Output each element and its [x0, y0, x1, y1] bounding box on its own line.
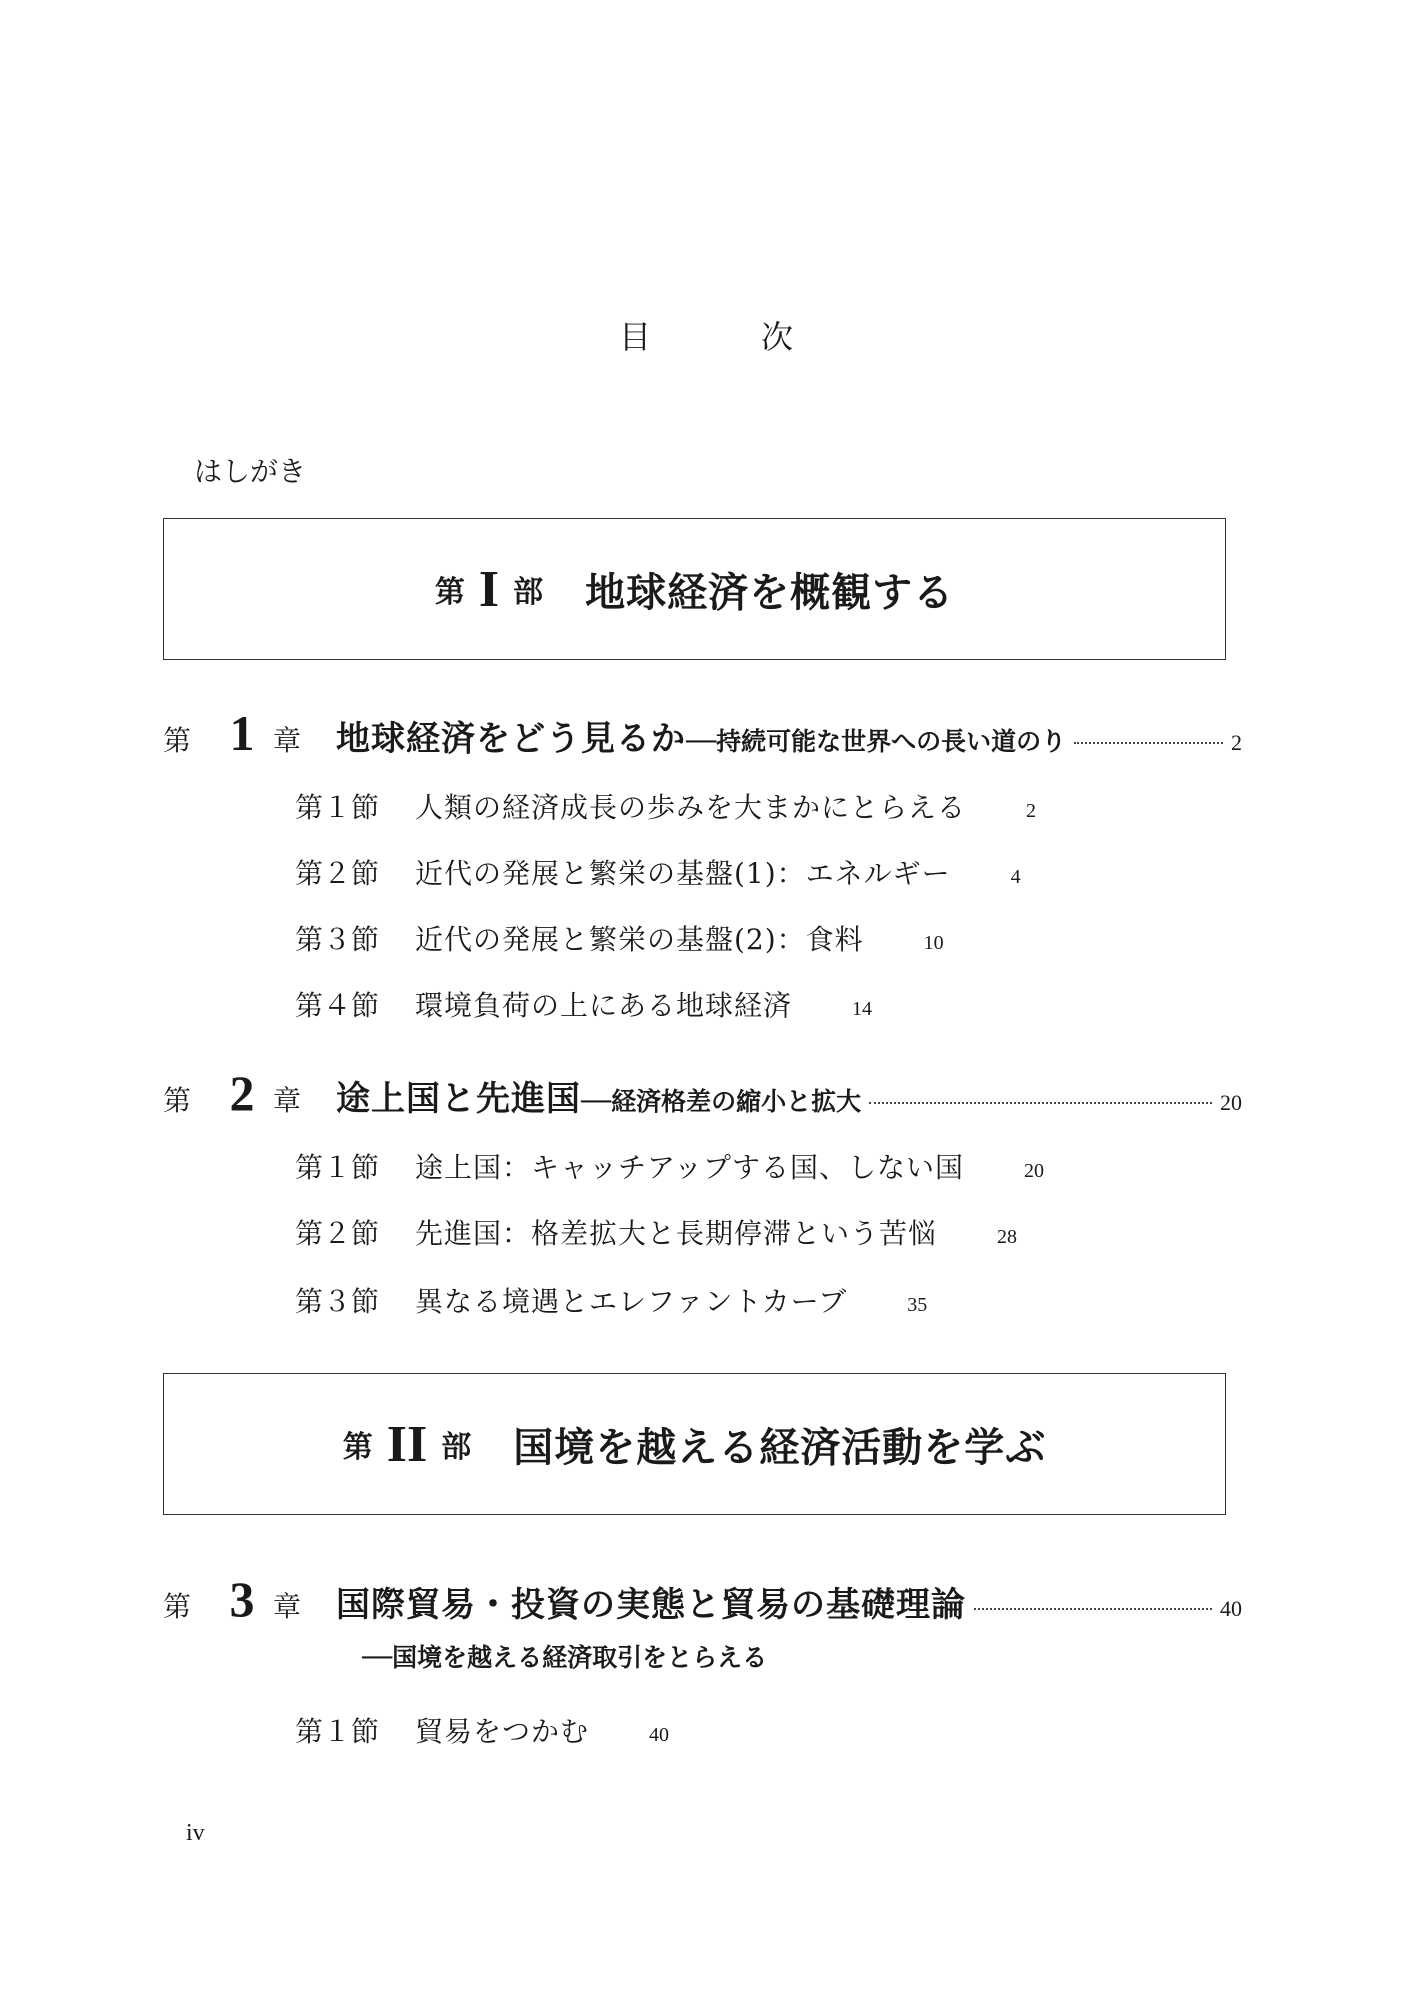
chapter-suffix: 章: [273, 1590, 302, 1623]
section-title: 環境負荷の上にある地球経済: [415, 989, 793, 1022]
section-1-1[interactable]: [295, 786, 1036, 826]
section-title: 異なる境遇とエレファントカーブ: [415, 1285, 848, 1318]
section-label: 第２節: [295, 1217, 380, 1250]
chapter-suffix: 章: [273, 724, 302, 757]
part-heading-1[interactable]: [163, 518, 1226, 660]
section-label: 第３節: [295, 923, 380, 956]
chapter-3-subtitle: ──国境を越える経済取引をとらえる: [362, 1643, 768, 1672]
chapter-page: 40: [1220, 1596, 1242, 1621]
section-label: 第２節: [295, 857, 380, 890]
part-title: 国境を越える経済活動を学ぶ: [513, 1423, 1047, 1471]
chapter-number: 1: [229, 705, 255, 761]
chapter-prefix: 第: [163, 1590, 192, 1623]
chapter-title: 途上国と先進国: [336, 1079, 581, 1119]
section-page: 40: [649, 1724, 670, 1746]
section-page: 20: [1024, 1160, 1045, 1182]
chapter-subtitle: ──持続可能な世界への長い道のり: [686, 727, 1067, 756]
section-title: 貿易をつかむ: [415, 1715, 590, 1748]
section-label: 第３節: [295, 1285, 380, 1318]
dot-leader: [869, 1102, 1212, 1104]
section-label: 第４節: [295, 989, 380, 1022]
part-suffix: 部: [513, 575, 544, 610]
section-page: 28: [997, 1226, 1018, 1248]
chapter-suffix: 章: [273, 1084, 302, 1117]
part-number: II: [386, 1415, 428, 1473]
section-1-2[interactable]: [295, 852, 1021, 892]
chapter-3-entry[interactable]: [163, 1570, 1242, 1628]
section-2-1[interactable]: [295, 1146, 1044, 1186]
section-page: 35: [907, 1294, 928, 1316]
chapter-number: 3: [229, 1571, 255, 1627]
section-page: 10: [923, 932, 944, 954]
section-2-2[interactable]: [295, 1212, 1017, 1252]
chapter-prefix: 第: [163, 724, 192, 757]
chapter-2-entry[interactable]: [163, 1064, 1242, 1122]
part-number: I: [478, 560, 500, 618]
page-title: [0, 312, 1412, 358]
chapter-subtitle: ──経済格差の縮小と拡大: [581, 1087, 862, 1116]
chapter-number: 2: [229, 1065, 255, 1121]
section-label: 第１節: [295, 1715, 380, 1748]
chapter-prefix: 第: [163, 1084, 192, 1117]
chapter-title: 地球経済をどう見るか: [336, 719, 686, 759]
section-1-4[interactable]: [295, 984, 872, 1024]
title-left: 目: [618, 318, 651, 356]
title-right: 次: [761, 318, 794, 356]
dot-leader: [974, 1608, 1212, 1610]
section-page: 4: [1010, 866, 1021, 888]
chapter-page: 2: [1231, 730, 1242, 755]
section-title: 先進国：格差拡大と長期停滞という苦悩: [415, 1217, 938, 1250]
section-title: 人類の経済成長の歩みを大まかにとらえる: [415, 791, 967, 824]
section-label: 第１節: [295, 791, 380, 824]
part-suffix: 部: [441, 1430, 472, 1465]
chapter-title: 国際貿易・投資の実態と貿易の基礎理論: [336, 1585, 966, 1625]
section-label: 第１節: [295, 1151, 380, 1184]
section-page: 2: [1026, 800, 1037, 822]
chapter-page: 20: [1220, 1090, 1242, 1115]
chapter-1-entry[interactable]: [163, 704, 1242, 762]
section-1-3[interactable]: [295, 918, 944, 958]
part-prefix: 第: [434, 575, 465, 610]
part-heading-2[interactable]: [163, 1373, 1226, 1515]
section-page: 14: [852, 998, 873, 1020]
part-prefix: 第: [342, 1430, 373, 1465]
page-number: iv: [186, 1820, 205, 1846]
part-title: 地球経済を概観する: [585, 568, 955, 616]
section-title: 近代の発展と繁栄の基盤(2)：食料: [415, 923, 864, 956]
section-3-1[interactable]: [295, 1710, 669, 1750]
section-2-3[interactable]: [295, 1280, 927, 1320]
dot-leader: [1074, 742, 1223, 744]
section-title: 途上国：キャッチアップする国、しない国: [415, 1151, 965, 1184]
toc-preface[interactable]: はしがき: [194, 455, 307, 488]
section-title: 近代の発展と繁栄の基盤(1)：エネルギー: [415, 857, 951, 890]
